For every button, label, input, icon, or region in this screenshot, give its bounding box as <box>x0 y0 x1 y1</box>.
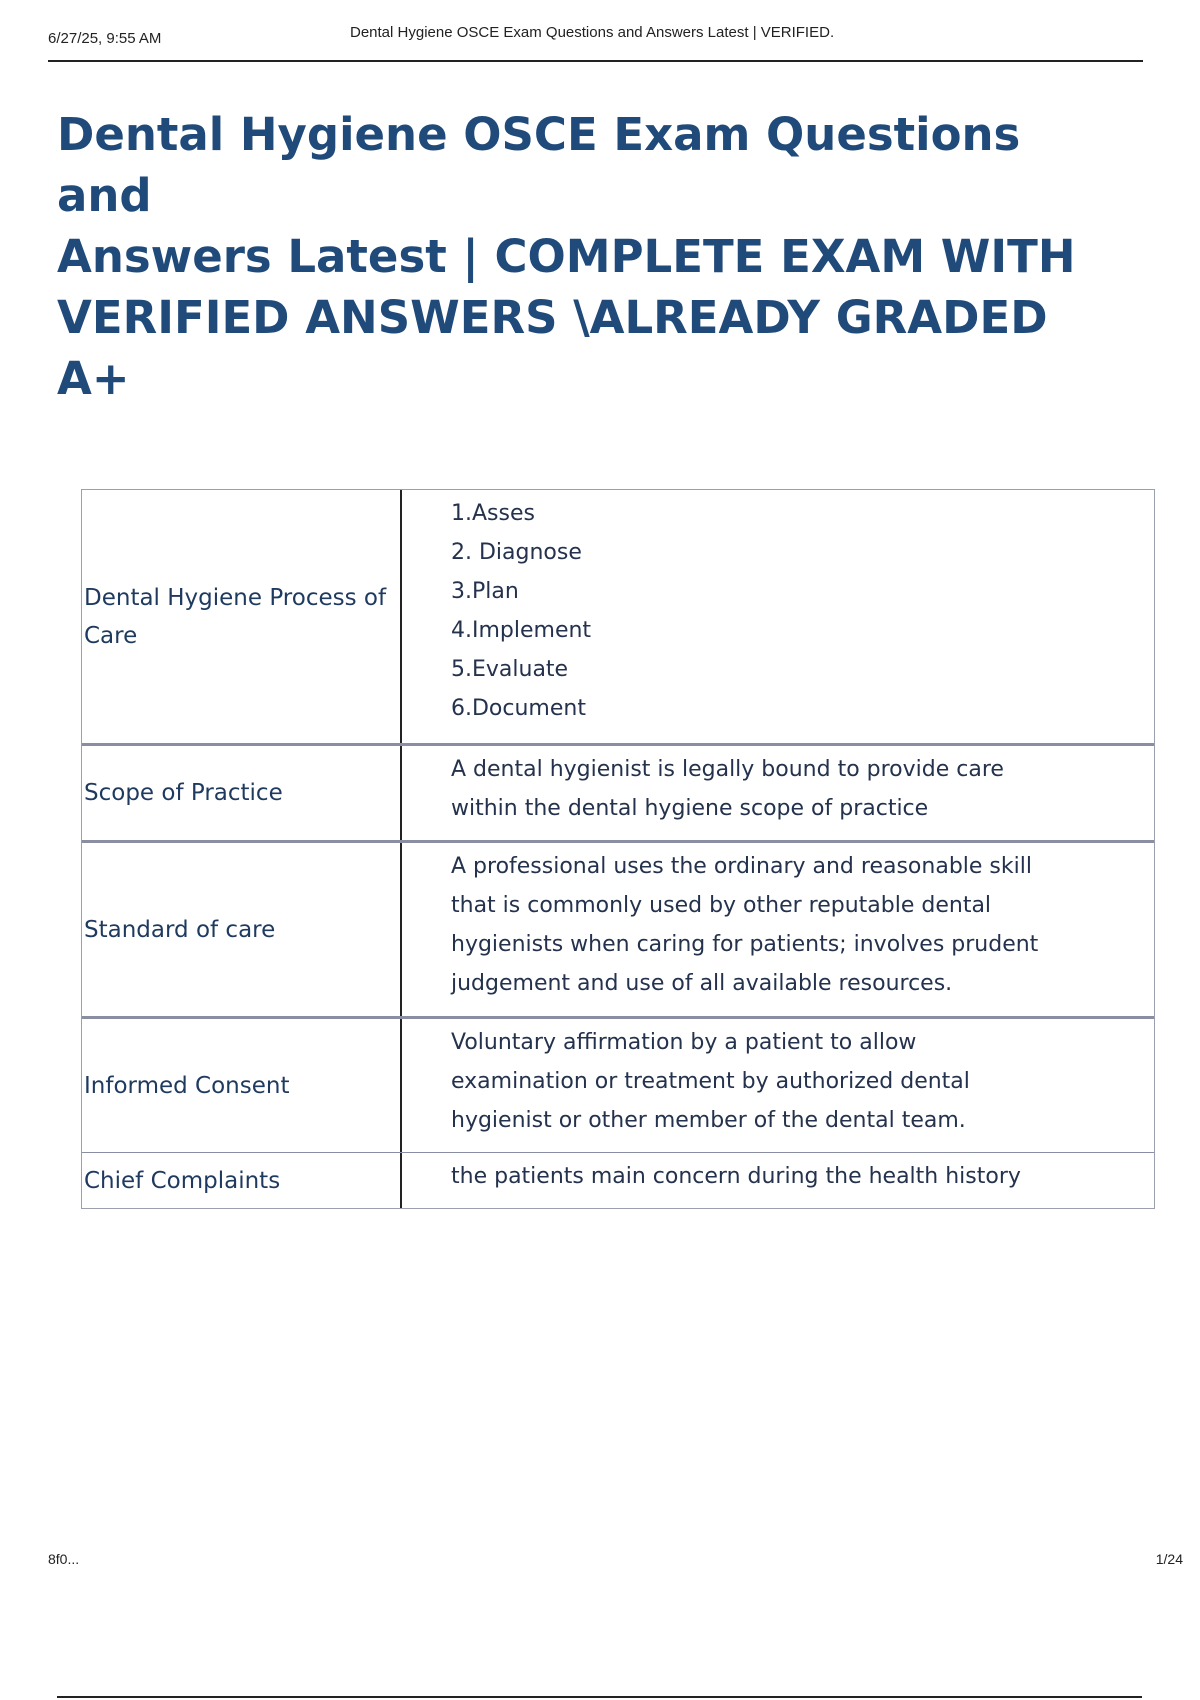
definition-line: A professional uses the ordinary and reasonable skill <box>451 854 1032 879</box>
table-row <box>82 1016 1154 1152</box>
list-item: 1.Asses <box>451 501 535 526</box>
definition-line: judgement and use of all available resources. <box>451 971 953 996</box>
definition-cell <box>402 490 1154 743</box>
table-row <box>82 743 1154 840</box>
definition-cell <box>402 1153 1154 1208</box>
print-page-title: Dental Hygiene OSCE Exam Questions and Answers Latest | VERIFIED. <box>350 24 835 41</box>
definition-cell <box>402 843 1154 1016</box>
document-title <box>57 104 1117 409</box>
list-item: 3.Plan <box>451 579 519 604</box>
page-bottom-divider <box>57 1696 1142 1698</box>
definition-cell <box>402 1019 1154 1152</box>
list-item: 6.Document <box>451 696 586 721</box>
definition-line: Voluntary affirmation by a patient to allow <box>451 1030 917 1055</box>
table-row <box>82 1152 1154 1208</box>
list-item: 5.Evaluate <box>451 657 569 682</box>
definition-line: within the dental hygiene scope of practice <box>451 796 929 821</box>
definition-line: hygienists when caring for patients; involves prudent <box>451 932 1039 957</box>
document-title-line: Dental Hygiene OSCE Exam Questions and <box>57 108 1021 222</box>
table-row <box>82 490 1154 743</box>
print-date: 6/27/25, 9:55 AM <box>48 30 162 47</box>
page-number: 1/24 <box>1155 1551 1183 1567</box>
term-cell: Scope of Practice <box>82 746 402 840</box>
list-item: 4.Implement <box>451 618 592 643</box>
table-row <box>82 840 1154 1016</box>
term-cell: Dental Hygiene Process of Care <box>82 490 402 743</box>
document-title-line: VERIFIED ANSWERS \ALREADY GRADED A+ <box>57 291 1048 405</box>
qa-table <box>81 489 1155 1209</box>
print-url: 8f0... <box>48 1551 80 1567</box>
term-cell: Chief Complaints <box>82 1153 402 1208</box>
list-item: 2. Diagnose <box>451 540 582 565</box>
definition-cell <box>402 746 1154 840</box>
definition-line: A dental hygienist is legally bound to provide care <box>451 757 1004 782</box>
term-cell: Informed Consent <box>82 1019 402 1152</box>
definition-line: examination or treatment by authorized dental <box>451 1069 970 1094</box>
definition-line: that is commonly used by other reputable dental <box>451 893 992 918</box>
definition-line: the patients main concern during the health history <box>451 1164 1021 1189</box>
definition-line: hygienist or other member of the dental team. <box>451 1108 966 1133</box>
document-title-line: Answers Latest | COMPLETE EXAM WITH <box>57 230 1076 283</box>
process-steps-list <box>451 494 1134 728</box>
print-header <box>48 24 1143 62</box>
term-cell: Standard of care <box>82 843 402 1016</box>
